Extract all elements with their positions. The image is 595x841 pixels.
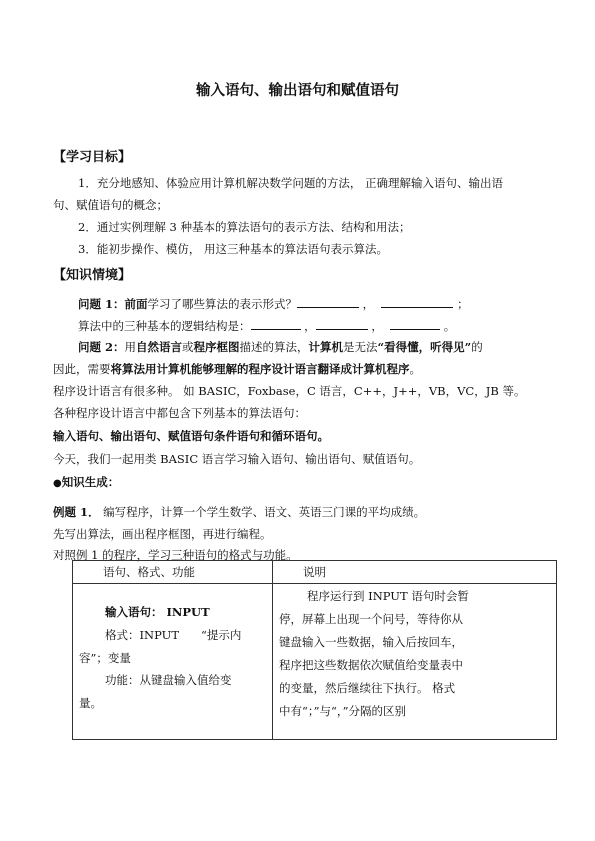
table-cell-description [273,584,557,740]
goal-3: 3．能初步操作、模仿， 用这三种基本的算法语句表示算法。 [78,242,388,256]
goal-1-line-1: 1．充分地感知、体验应用计算机解决数学问题的方法， 正确理解输入语句、输出语 [78,176,503,190]
format-prompt: “提示内 [201,628,242,642]
blank-2 [381,295,453,308]
statements-list: 输入语句、输出语句、赋值语句条件语句和循环语句。 [53,429,329,443]
description-line: 停，屏幕上出现一个问号，等待你从 [279,612,463,626]
blank-1 [297,295,359,308]
description-line: 程序把这些数据依次赋值给变量表中 [279,658,463,672]
knowledge-generation-heading [53,474,119,490]
structures-text: 算法中的三种基本的逻辑结构是： [78,319,251,333]
question-1 [78,295,469,312]
section-context-heading: 【知识情境】 [53,268,132,283]
format-continued: 容”；变量 [79,651,131,665]
text: 是无法 [343,340,378,354]
question-2-line-1 [78,339,483,355]
text: 因此，需要 [53,362,111,376]
text: 描述的算法， [239,340,309,354]
format-label: 格式：INPUT [105,628,180,642]
structures-end: 。 [443,319,456,333]
example-compare: 对照例 1 的程序，学习三种语句的格式与功能。 [53,548,298,562]
question-1-label: 问题 1： [78,297,125,311]
blank-3 [251,317,301,330]
languages-paragraph: 程序设计语言有很多种。 如 BASIC，Foxbase，C 语言，C++，J++，VB，VC，JB 等。 [53,384,526,398]
blank-5 [390,317,440,330]
statements-intro: 各种程序设计语言中都包含下列基本的算法语句： [53,406,306,420]
text: 用 [124,340,137,354]
question-1-text: 学习了哪些算法的表示形式？ [147,297,298,311]
goal-1-line-2: 句、赋值语句的概念； [53,198,168,212]
question-2-label: 问题 2： [78,340,125,354]
blank-4 [316,317,368,330]
separator: ， [304,319,316,333]
statement-table [72,560,557,740]
bold-text: 将算法用计算机能够理解的程序设计语言翻译成计算机程序 [110,362,410,376]
table-header-left: 语句、格式、功能 [73,561,273,584]
separator: ， [362,297,375,311]
text: 。 [409,362,421,376]
table-header-row [73,561,557,584]
today-paragraph: 今天，我们一起用类 BASIC 语言学习输入语句、输出语句、赋值语句。 [53,452,421,466]
question-1-end: ； [457,297,469,311]
description-line: 程序运行到 INPUT 语句时会暂 [307,589,469,603]
function-text: 功能：从键盘输入值给变 [105,673,232,687]
example-step: 先写出算法，画出程序框图，再进行编程。 [53,527,272,541]
text: 或 [182,340,194,354]
bullet-icon: ● [53,478,62,489]
bold-text: “看得懂，听得见” [377,340,472,354]
question-1-bold: 前面 [124,297,148,311]
bold-text: 自然语言 [136,340,183,354]
example-text: 编写程序，计算一个学生数学、语文、英语三门课的平均成绩。 [99,505,426,519]
description-line: 键盘输入一些数据，输入后按回车， [279,635,463,649]
table-row [73,584,557,740]
structures-line [78,317,455,334]
section-goals-heading: 【学习目标】 [53,150,132,165]
bold-text: 计算机 [308,340,344,354]
input-statement-name: 输入语句： INPUT [105,605,210,619]
function-continued: 量。 [79,696,102,710]
page-title: 输入语句、输出语句和赋值语句 [196,82,399,99]
bold-text: 程序框图 [193,340,240,354]
description-line: 的变量，然后继续往下执行。 格式 [279,681,456,695]
separator: ， [371,319,383,333]
example-label: 例题 1． [53,505,100,519]
text: 的 [471,340,483,354]
table-header-right: 说明 [273,561,557,584]
table-cell-syntax [73,584,273,740]
description-line: 中有“；”与“，”分隔的区别 [279,704,407,718]
question-2-line-2 [53,361,421,377]
example-1 [53,504,425,520]
goal-2: 2．通过实例理解 3 种基本的算法语句的表示方法、结构和用法； [78,220,411,234]
knowledge-generation-label: 知识生成： [61,475,120,489]
